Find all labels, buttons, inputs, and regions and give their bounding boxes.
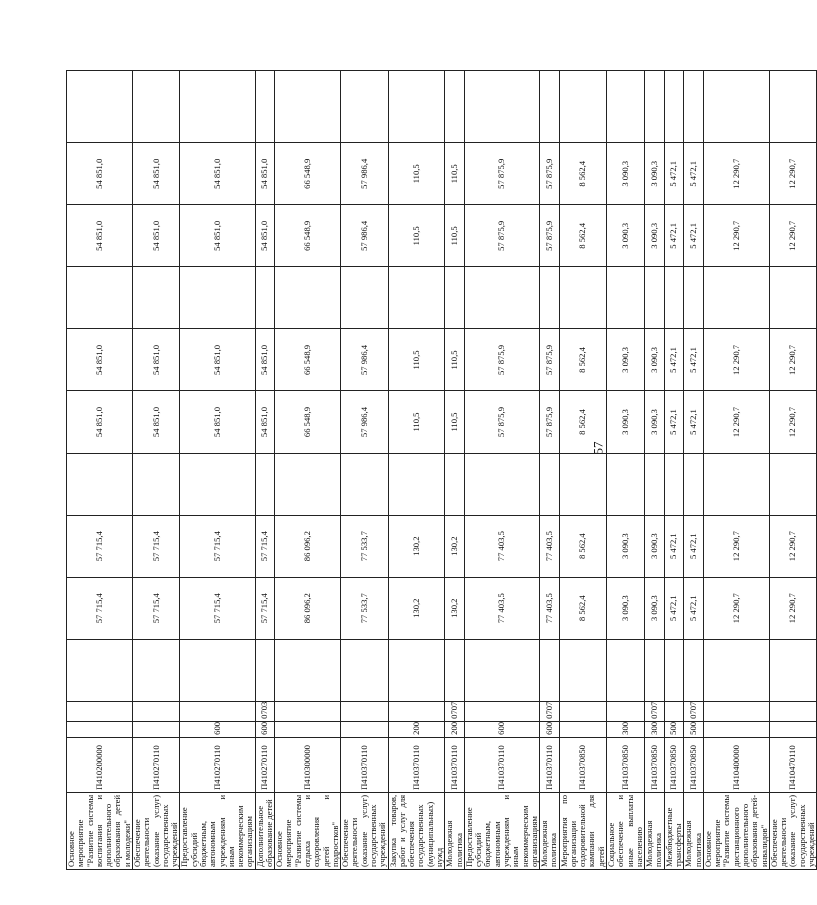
cell-c5: 3 090,3 — [645, 391, 665, 453]
cell-c5: 54 851,0 — [67, 391, 133, 453]
cell-rz: 0707 — [684, 701, 704, 721]
cell-code: П410270110 — [180, 737, 255, 792]
cell-c4 — [540, 453, 560, 515]
cell-c5: 57 875,9 — [464, 391, 539, 453]
cell-rz — [769, 701, 816, 721]
cell-c4 — [255, 453, 275, 515]
cell-c2: 3 090,3 — [645, 577, 665, 639]
table-row — [255, 71, 275, 870]
cell-c6: 57 986,4 — [341, 329, 388, 391]
table-row — [132, 71, 179, 870]
cell-c3: 130,2 — [445, 515, 465, 577]
cell-c5: 54 851,0 — [132, 391, 179, 453]
cell-vr: 600 — [464, 721, 539, 737]
cell-c3: 8 562,4 — [559, 515, 606, 577]
cell-c1 — [703, 639, 769, 701]
cell-c3: 77 533,7 — [341, 515, 388, 577]
cell-c5: 54 851,0 — [180, 391, 255, 453]
cell-code: П410370850 — [559, 737, 606, 792]
cell-name: Предоставление субсидий бюджетным, автономным учреждениям и иным некоммерческим организациям — [180, 792, 255, 869]
cell-c7 — [464, 267, 539, 329]
cell-c1 — [645, 639, 665, 701]
table-row — [769, 71, 816, 870]
cell-c4 — [275, 453, 341, 515]
cell-vr — [703, 721, 769, 737]
table-row — [684, 71, 704, 870]
cell-c9: 110,5 — [388, 143, 445, 205]
cell-rz — [180, 701, 255, 721]
cell-c4 — [607, 453, 645, 515]
cell-c1 — [684, 639, 704, 701]
cell-c10 — [559, 71, 606, 143]
cell-code: П410300000 — [275, 737, 341, 792]
cell-c10 — [67, 71, 133, 143]
cell-c8: 110,5 — [445, 205, 465, 267]
cell-code: П410200000 — [67, 737, 133, 792]
cell-rz — [67, 701, 133, 721]
cell-c10 — [645, 71, 665, 143]
table-row — [464, 71, 539, 870]
cell-c9: 12 290,7 — [703, 143, 769, 205]
cell-c2: 8 562,4 — [559, 577, 606, 639]
cell-c7 — [559, 267, 606, 329]
cell-c7 — [664, 267, 684, 329]
cell-rz — [559, 701, 606, 721]
cell-c10 — [664, 71, 684, 143]
cell-name: Основное мероприятие "Развитие системы воспитания и дополнительного образования детей и молодежи" — [67, 792, 133, 869]
cell-c8: 54 851,0 — [67, 205, 133, 267]
cell-c8: 66 548,9 — [275, 205, 341, 267]
cell-code: П410370110 — [341, 737, 388, 792]
cell-c7 — [255, 267, 275, 329]
cell-c1 — [67, 639, 133, 701]
cell-c2: 77 533,7 — [341, 577, 388, 639]
cell-code: П410370110 — [445, 737, 465, 792]
cell-name: Основное мероприятие "Развитие системы дистанционного дополнительного образования детей-инвалидов" — [703, 792, 769, 869]
cell-c6: 3 090,3 — [607, 329, 645, 391]
cell-c5: 12 290,7 — [703, 391, 769, 453]
cell-c8: 12 290,7 — [769, 205, 816, 267]
table-row — [645, 71, 665, 870]
cell-c6: 110,5 — [445, 329, 465, 391]
cell-c2: 130,2 — [388, 577, 445, 639]
cell-c10 — [769, 71, 816, 143]
cell-vr — [275, 721, 341, 737]
cell-c5: 12 290,7 — [769, 391, 816, 453]
cell-c3: 57 715,4 — [67, 515, 133, 577]
cell-c9: 54 851,0 — [67, 143, 133, 205]
cell-c10 — [464, 71, 539, 143]
cell-rz — [703, 701, 769, 721]
cell-name: Молодежная политика — [445, 792, 465, 869]
cell-rz — [464, 701, 539, 721]
table-row — [180, 71, 255, 870]
cell-c7 — [67, 267, 133, 329]
cell-c7 — [703, 267, 769, 329]
cell-c7 — [445, 267, 465, 329]
cell-c3: 12 290,7 — [769, 515, 816, 577]
cell-rz — [275, 701, 341, 721]
cell-c1 — [664, 639, 684, 701]
cell-name: Обеспечение деятельности (оказание услуг) государственных учреждений — [769, 792, 816, 869]
cell-c7 — [607, 267, 645, 329]
cell-c4 — [388, 453, 445, 515]
cell-vr — [559, 721, 606, 737]
cell-c6: 12 290,7 — [769, 329, 816, 391]
cell-name: Дополнительное образование детей — [255, 792, 275, 869]
cell-c5: 57 986,4 — [341, 391, 388, 453]
cell-c10 — [341, 71, 388, 143]
cell-c2: 3 090,3 — [607, 577, 645, 639]
cell-name: Закупка товаров, работ и услуг для обеспечения государственных (муниципальных) нужд — [388, 792, 445, 869]
table-row — [540, 71, 560, 870]
cell-rz — [132, 701, 179, 721]
cell-c8: 57 875,9 — [464, 205, 539, 267]
cell-c3: 77 403,5 — [464, 515, 539, 577]
cell-name: Обеспечение деятельности (оказание услуг) государственных учреждений — [132, 792, 179, 869]
cell-name: Обеспечение деятельности (оказание услуг) государственных учреждений — [341, 792, 388, 869]
cell-code: П410270110 — [132, 737, 179, 792]
cell-c7 — [684, 267, 704, 329]
table-row — [67, 71, 133, 870]
cell-c8: 8 562,4 — [559, 205, 606, 267]
cell-c6: 54 851,0 — [132, 329, 179, 391]
cell-code: П410370110 — [464, 737, 539, 792]
cell-c9: 54 851,0 — [255, 143, 275, 205]
cell-c8: 5 472,1 — [664, 205, 684, 267]
cell-c3: 130,2 — [388, 515, 445, 577]
cell-c9: 8 562,4 — [559, 143, 606, 205]
table-row — [664, 71, 684, 870]
cell-c10 — [255, 71, 275, 143]
cell-c9: 57 875,9 — [464, 143, 539, 205]
cell-c2: 77 403,5 — [540, 577, 560, 639]
cell-c2: 57 715,4 — [67, 577, 133, 639]
cell-c9: 3 090,3 — [645, 143, 665, 205]
cell-c3: 57 715,4 — [180, 515, 255, 577]
cell-c4 — [132, 453, 179, 515]
cell-c10 — [607, 71, 645, 143]
cell-code: П410370850 — [645, 737, 665, 792]
cell-c8: 3 090,3 — [607, 205, 645, 267]
cell-c2: 86 096,2 — [275, 577, 341, 639]
cell-c5: 8 562,4 — [559, 391, 606, 453]
cell-rz: 0707 — [445, 701, 465, 721]
cell-vr: 200 — [388, 721, 445, 737]
cell-vr: 500 — [664, 721, 684, 737]
cell-c6: 57 875,9 — [464, 329, 539, 391]
cell-c3: 86 096,2 — [275, 515, 341, 577]
cell-c7 — [769, 267, 816, 329]
cell-c2: 5 472,1 — [664, 577, 684, 639]
cell-c9: 57 986,4 — [341, 143, 388, 205]
cell-c4 — [180, 453, 255, 515]
cell-vr: 200 — [445, 721, 465, 737]
cell-c9: 12 290,7 — [769, 143, 816, 205]
cell-code: П410370850 — [664, 737, 684, 792]
cell-c5: 54 851,0 — [255, 391, 275, 453]
cell-vr — [132, 721, 179, 737]
cell-vr: 600 — [255, 721, 275, 737]
cell-c6: 110,5 — [388, 329, 445, 391]
cell-name: Молодежная политика — [684, 792, 704, 869]
cell-c7 — [645, 267, 665, 329]
cell-c5: 57 875,9 — [540, 391, 560, 453]
cell-c2: 57 715,4 — [255, 577, 275, 639]
cell-c6: 3 090,3 — [645, 329, 665, 391]
cell-c3: 77 403,5 — [540, 515, 560, 577]
cell-name: Предоставление субсидий бюджетным, автономным учреждениям и иным некоммерческим организациям — [464, 792, 539, 869]
cell-c1 — [275, 639, 341, 701]
cell-c1 — [341, 639, 388, 701]
cell-c1 — [540, 639, 560, 701]
cell-c4 — [664, 453, 684, 515]
cell-c1 — [445, 639, 465, 701]
cell-code: П410400000 — [703, 737, 769, 792]
table-row — [559, 71, 606, 870]
cell-c5: 5 472,1 — [684, 391, 704, 453]
cell-c9: 3 090,3 — [607, 143, 645, 205]
cell-c2: 77 403,5 — [464, 577, 539, 639]
cell-c8: 57 875,9 — [540, 205, 560, 267]
table-row — [341, 71, 388, 870]
cell-rz: 0707 — [540, 701, 560, 721]
cell-c1 — [769, 639, 816, 701]
cell-c5: 5 472,1 — [664, 391, 684, 453]
cell-c1 — [180, 639, 255, 701]
cell-code: П410370110 — [540, 737, 560, 792]
cell-c7 — [132, 267, 179, 329]
cell-c10 — [275, 71, 341, 143]
cell-vr: 600 — [180, 721, 255, 737]
cell-c9: 66 548,9 — [275, 143, 341, 205]
cell-rz: 0703 — [255, 701, 275, 721]
cell-code: П410270110 — [255, 737, 275, 792]
cell-c9: 5 472,1 — [664, 143, 684, 205]
cell-c4 — [67, 453, 133, 515]
cell-c7 — [275, 267, 341, 329]
cell-c7 — [388, 267, 445, 329]
cell-c2: 130,2 — [445, 577, 465, 639]
cell-name: Основное мероприятие "Развитие системы отдыха и оздоровления детей и подростков" — [275, 792, 341, 869]
cell-c3: 3 090,3 — [645, 515, 665, 577]
budget-table — [66, 70, 817, 870]
cell-c4 — [645, 453, 665, 515]
cell-c4 — [684, 453, 704, 515]
page-number: 57 — [590, 441, 606, 455]
cell-c8: 57 986,4 — [341, 205, 388, 267]
cell-c2: 5 472,1 — [684, 577, 704, 639]
cell-c2: 12 290,7 — [703, 577, 769, 639]
cell-name: Молодежная политика — [540, 792, 560, 869]
cell-c5: 110,5 — [388, 391, 445, 453]
cell-c10 — [388, 71, 445, 143]
cell-vr: 600 — [540, 721, 560, 737]
cell-code: П410470110 — [769, 737, 816, 792]
cell-code: П410370850 — [684, 737, 704, 792]
cell-c6: 54 851,0 — [180, 329, 255, 391]
cell-c6: 12 290,7 — [703, 329, 769, 391]
cell-c9: 110,5 — [445, 143, 465, 205]
cell-c10 — [703, 71, 769, 143]
cell-vr — [67, 721, 133, 737]
cell-c2: 57 715,4 — [180, 577, 255, 639]
cell-c10 — [445, 71, 465, 143]
cell-c1 — [464, 639, 539, 701]
cell-vr: 500 — [684, 721, 704, 737]
cell-c7 — [341, 267, 388, 329]
cell-c5: 3 090,3 — [607, 391, 645, 453]
cell-c7 — [180, 267, 255, 329]
cell-c8: 3 090,3 — [645, 205, 665, 267]
cell-c8: 12 290,7 — [703, 205, 769, 267]
cell-c6: 66 548,9 — [275, 329, 341, 391]
cell-rz — [388, 701, 445, 721]
cell-c6: 5 472,1 — [664, 329, 684, 391]
cell-vr: 300 — [645, 721, 665, 737]
cell-c9: 5 472,1 — [684, 143, 704, 205]
cell-c8: 110,5 — [388, 205, 445, 267]
cell-c1 — [559, 639, 606, 701]
cell-vr — [341, 721, 388, 737]
cell-c1 — [607, 639, 645, 701]
cell-c3: 5 472,1 — [684, 515, 704, 577]
table-row — [607, 71, 645, 870]
cell-c6: 5 472,1 — [684, 329, 704, 391]
cell-c7 — [540, 267, 560, 329]
cell-c4 — [769, 453, 816, 515]
cell-rz: 0707 — [645, 701, 665, 721]
cell-c8: 54 851,0 — [180, 205, 255, 267]
cell-c2: 57 715,4 — [132, 577, 179, 639]
cell-c3: 12 290,7 — [703, 515, 769, 577]
cell-name: Мероприятия по организации оздоровительной кампании для детей — [559, 792, 606, 869]
cell-c3: 57 715,4 — [255, 515, 275, 577]
cell-c10 — [132, 71, 179, 143]
cell-c6: 54 851,0 — [255, 329, 275, 391]
cell-code: П410370110 — [388, 737, 445, 792]
table-row — [275, 71, 341, 870]
cell-c4 — [703, 453, 769, 515]
table-row — [388, 71, 445, 870]
cell-c9: 54 851,0 — [180, 143, 255, 205]
cell-c4 — [559, 453, 606, 515]
cell-c9: 57 875,9 — [540, 143, 560, 205]
cell-name: Социальное обеспечение и иные выплаты населению — [607, 792, 645, 869]
cell-c5: 110,5 — [445, 391, 465, 453]
cell-c6: 57 875,9 — [540, 329, 560, 391]
cell-c8: 54 851,0 — [255, 205, 275, 267]
cell-name: Молодежная политика — [645, 792, 665, 869]
cell-c10 — [684, 71, 704, 143]
cell-vr: 300 — [607, 721, 645, 737]
table-row — [703, 71, 769, 870]
cell-c3: 3 090,3 — [607, 515, 645, 577]
cell-c3: 5 472,1 — [664, 515, 684, 577]
cell-c4 — [464, 453, 539, 515]
cell-code: П410370850 — [607, 737, 645, 792]
table-row — [445, 71, 465, 870]
cell-rz — [664, 701, 684, 721]
cell-c9: 54 851,0 — [132, 143, 179, 205]
cell-c4 — [341, 453, 388, 515]
cell-c2: 12 290,7 — [769, 577, 816, 639]
cell-c6: 54 851,0 — [67, 329, 133, 391]
cell-c5: 66 548,9 — [275, 391, 341, 453]
cell-c1 — [132, 639, 179, 701]
cell-c1 — [388, 639, 445, 701]
cell-name: Межбюджетные трансферты — [664, 792, 684, 869]
cell-rz — [607, 701, 645, 721]
cell-c8: 5 472,1 — [684, 205, 704, 267]
cell-c6: 8 562,4 — [559, 329, 606, 391]
cell-c3: 57 715,4 — [132, 515, 179, 577]
cell-vr — [769, 721, 816, 737]
cell-c10 — [540, 71, 560, 143]
cell-rz — [341, 701, 388, 721]
cell-c1 — [255, 639, 275, 701]
cell-c8: 54 851,0 — [132, 205, 179, 267]
cell-c4 — [445, 453, 465, 515]
cell-c10 — [180, 71, 255, 143]
